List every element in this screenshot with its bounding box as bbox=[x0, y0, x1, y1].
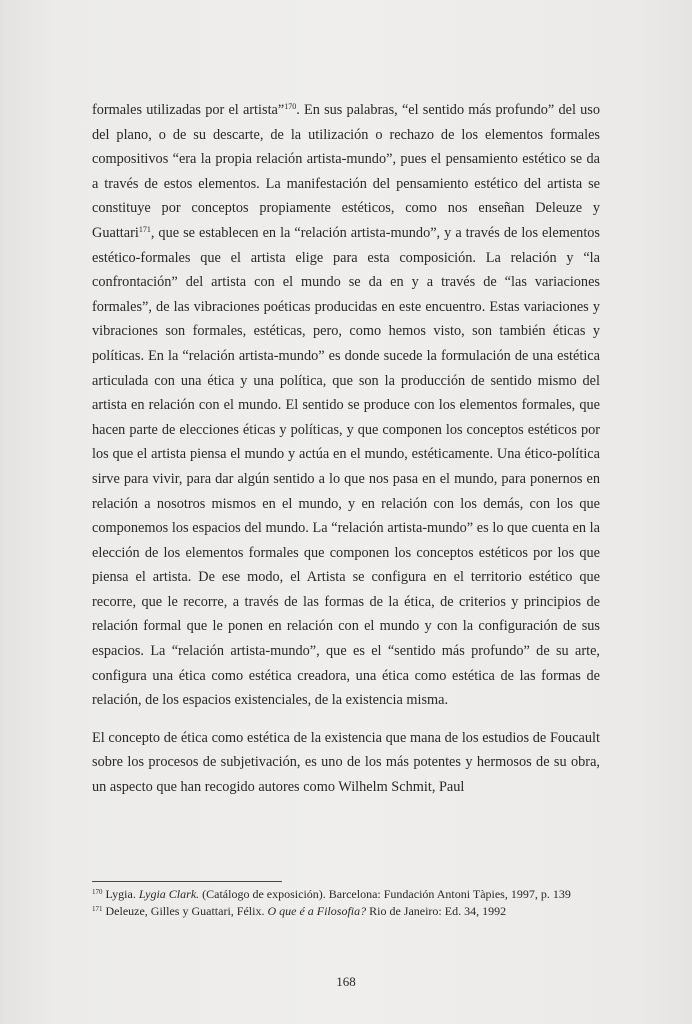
paragraph-2 bbox=[92, 726, 600, 800]
text-run: . En sus palabras, “el sentido más profundo” del uso del plano, o de su descarte, de la utilización o rechazo de los elementos formales compositivos “era la propia relación artista-mundo”, pues el pensamiento estético se da a través de estos elementos. La manifestación del pensamiento estético del artista se constituye por conceptos propiamente estéticos, como nos enseñan Deleuze y Guattari bbox=[92, 102, 600, 241]
footnote-ref: 170 bbox=[284, 102, 297, 111]
text-run: Lygia. bbox=[102, 887, 139, 901]
paragraph-1 bbox=[92, 98, 600, 713]
text-run: Rio de Janeiro: Ed. 34, 1992 bbox=[366, 903, 507, 918]
footnote-ref: 171 bbox=[92, 904, 103, 913]
text-run: (Catálogo de exposición). Barcelona: Fundación Antoni Tàpies, 1997, p. 139 bbox=[199, 887, 571, 901]
page-number: 168 bbox=[336, 974, 356, 989]
footnotes bbox=[92, 886, 612, 919]
text-run: Lygia Clark. bbox=[138, 887, 200, 901]
text-run: formales utilizadas por el artista” bbox=[92, 102, 285, 118]
footnote-170 bbox=[92, 886, 612, 903]
footnote-ref: 170 bbox=[92, 888, 103, 896]
footnote-ref: 171 bbox=[138, 224, 151, 234]
footnote-171 bbox=[92, 903, 612, 920]
text-run: O que é a Filosofia? bbox=[267, 903, 367, 918]
footnote-separator bbox=[92, 881, 282, 882]
text-run: Deleuze, Gilles y Guattari, Félix. bbox=[102, 903, 268, 918]
text-run: El concepto de ética como estética de la existencia que mana de los estudios de Foucault sobre los procesos de subjetivación, es uno de los más potentes y hermosos de su obra, un aspecto que han recogido autores como Wilhelm Schmit, Paul bbox=[92, 729, 600, 796]
text-run: , que se establecen en la “relación artista-mundo”, y a través de los elementos estético-formales que el artista elige para esta composición. La relación y “la confrontación” del artista con el mundo se da en y a través de “las variaciones formales”, de las vibraciones poéticas producidas en este encuentro. Estas variaciones y vibraciones son formales, estéticas, pero, como hemos visto, son también éticas y políticas. En la “relación artista-mundo” es donde sucede la formulación de una estética articulada con una ética y una política, que son la producción de sentido mismo del artista en relación con el mundo. El sentido se produce con los elementos formales, que hacen parte de elecciones éticas y políticas, y que componen los conceptos estéticos por los que el artista piensa el mundo y actúa en el mundo, estéticamente. Una ético-política sirve para vivir, para dar algún sentido a lo que nos pasa en el mundo, para ponernos en relación a nosotros mismos en el mundo, y en relación con los demás, con los que componemos los espacios del mundo. La “relación artista-mundo” es lo que cuenta en la elección de los elementos formales que componen los conceptos estéticos por los que piensa el artista. De ese modo, el Artista se configura en el territorio estético que recorre, que le recorre, a través de las formas de la ética, de criterios y principios de relación formal que le ponen en relación con el mundo y con la configuración de sus espacios. La “relación artista-mundo”, que es el “sentido más profundo” de su arte, configura una ética como estética creadora, una ética como estética de las formas de relación, de los espacios existenciales, de la existencia misma. bbox=[92, 224, 600, 709]
body-text bbox=[92, 98, 600, 800]
